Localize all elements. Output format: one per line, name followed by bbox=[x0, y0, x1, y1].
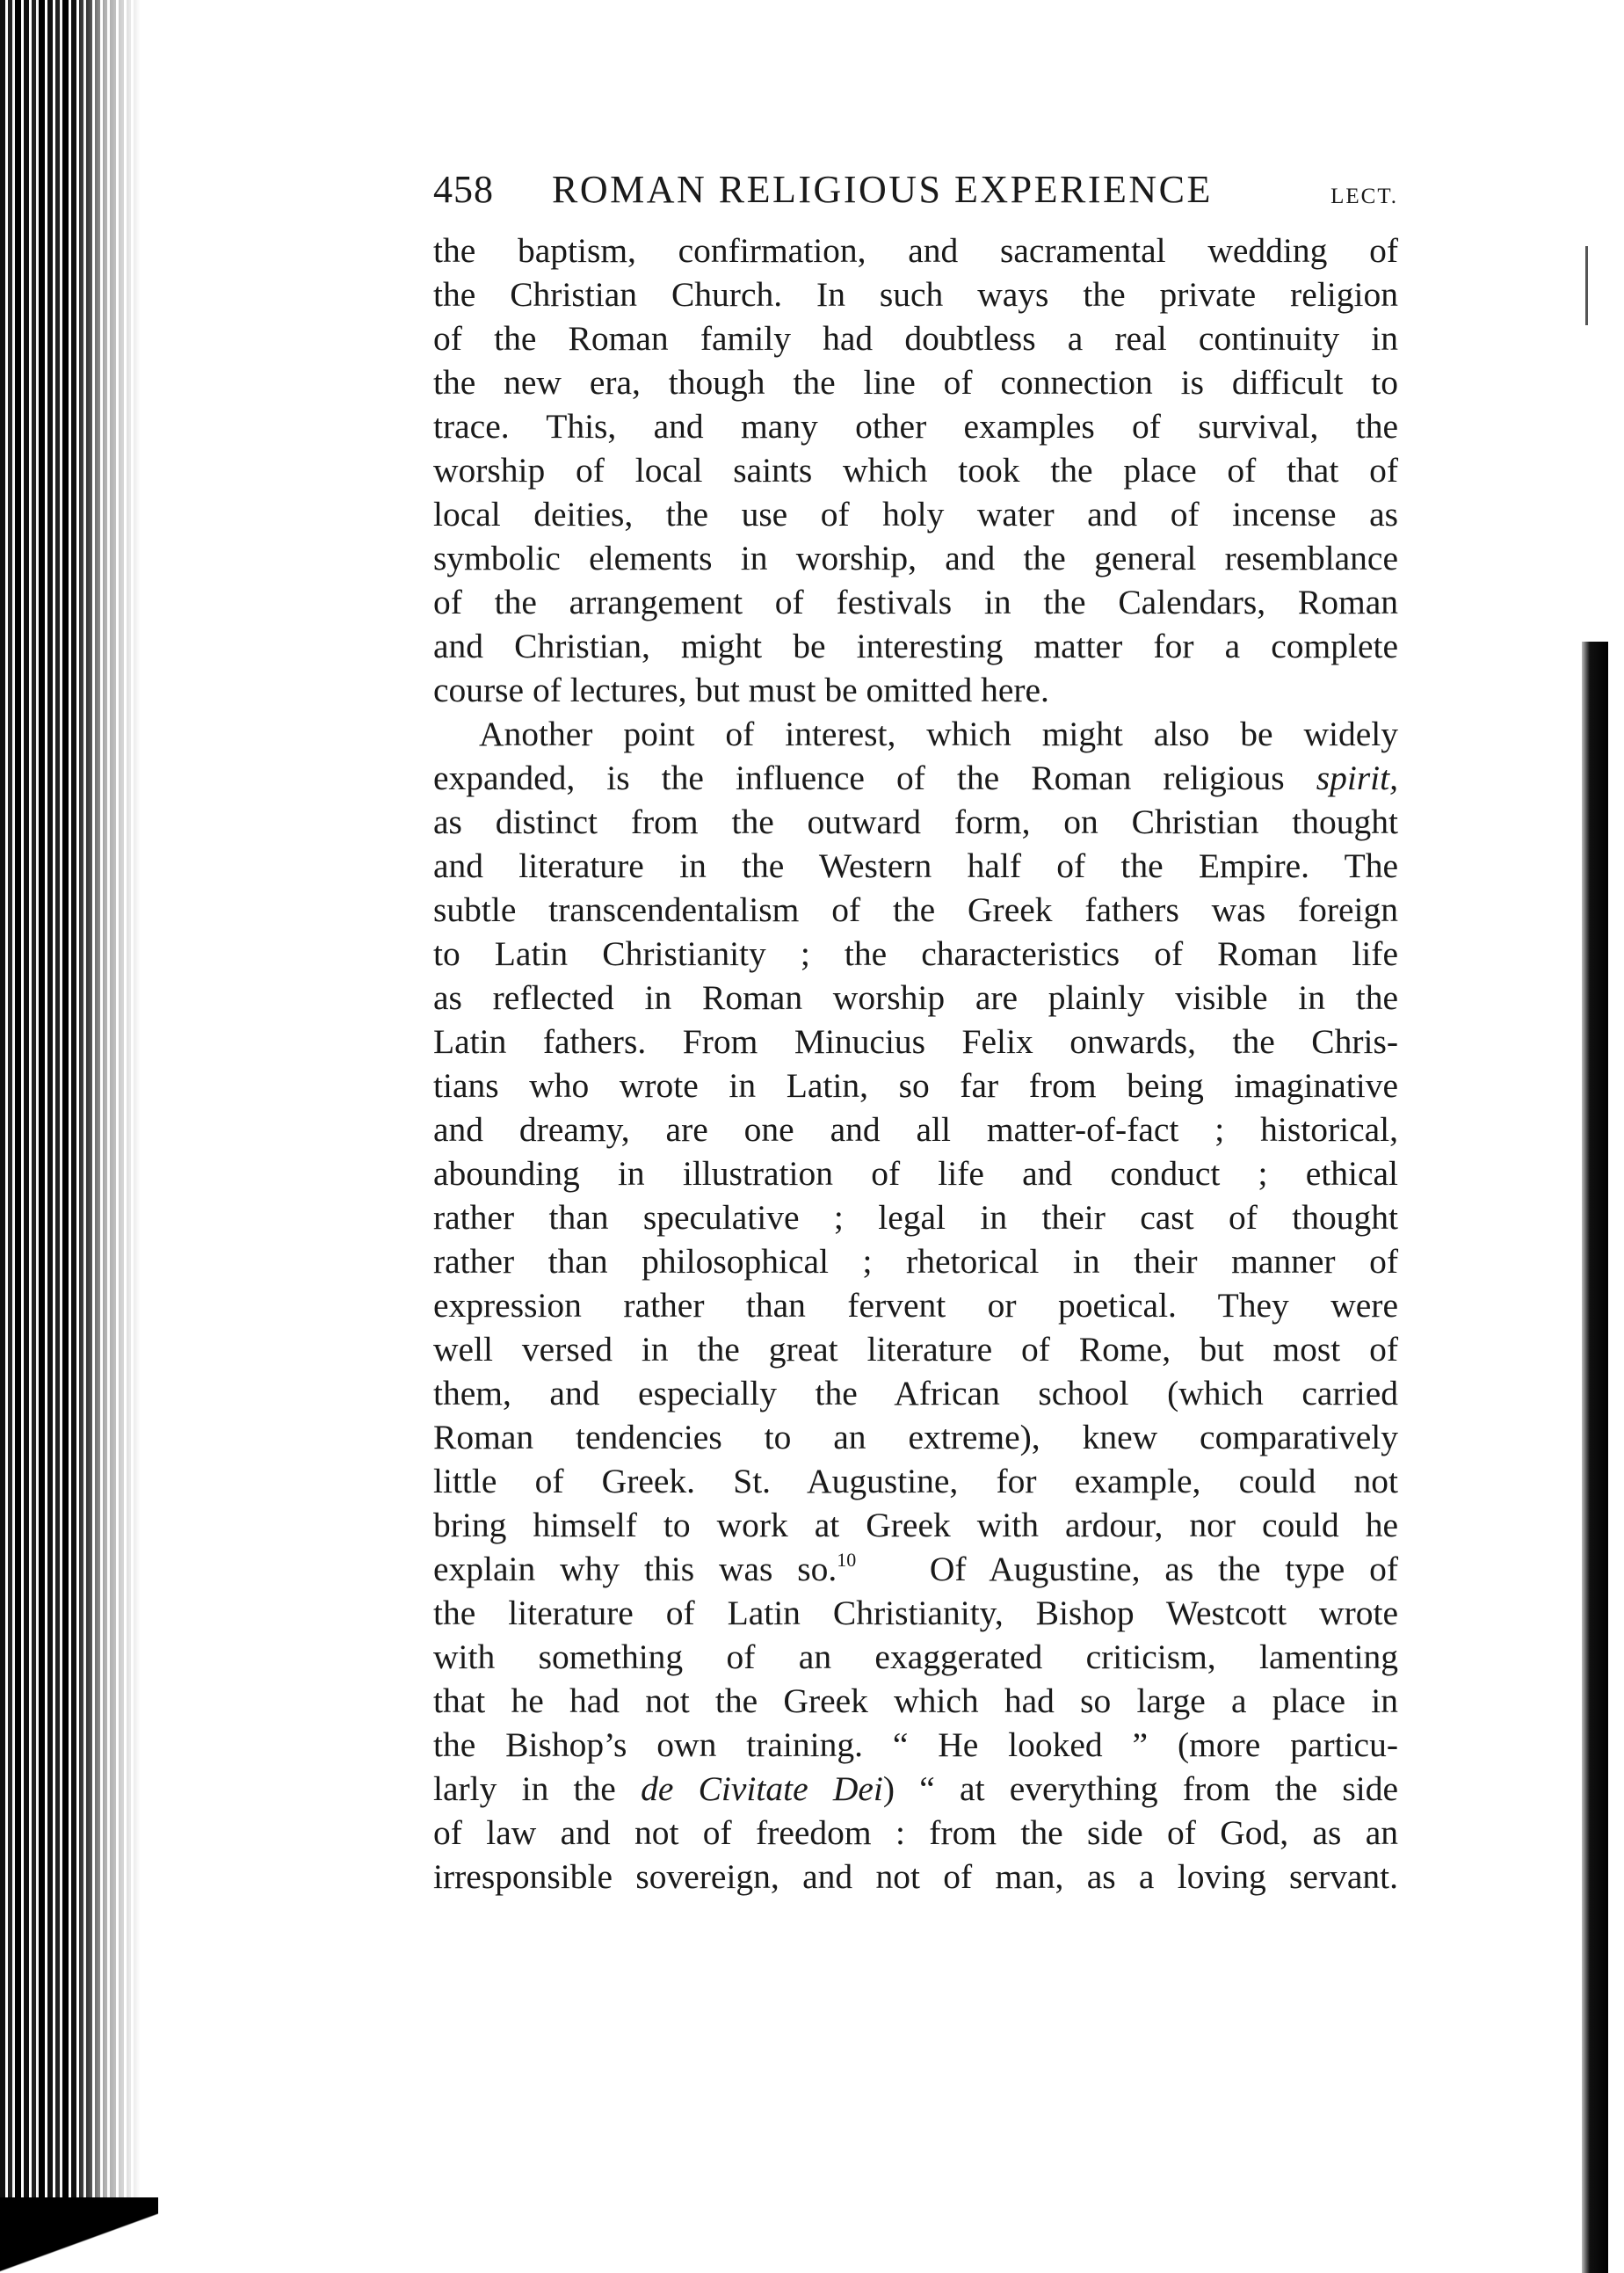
text-fragment: explain why this was so. bbox=[433, 1550, 837, 1588]
text-line: trace. This, and many other examples of survival, the bbox=[433, 407, 1398, 446]
paragraph-2 bbox=[433, 712, 1398, 1899]
text-line: rather than speculative ; legal in their cast of thought bbox=[433, 1198, 1398, 1237]
text-line-with-footnote bbox=[433, 1547, 1398, 1591]
text-line: irresponsible sovereign, and not of man, as a loving servant. bbox=[433, 1857, 1398, 1896]
text-line: as reflected in Roman worship are plainly visible in the bbox=[433, 978, 1398, 1017]
text-line: of the arrangement of festivals in the Calendars, Roman bbox=[433, 583, 1398, 621]
text-line: the baptism, confirmation, and sacramental wedding of bbox=[433, 231, 1398, 270]
book-page bbox=[433, 158, 1398, 1899]
text-line: Latin fathers. From Minucius Felix onwards, the Chris- bbox=[433, 1022, 1398, 1061]
text-line: and dreamy, are one and all matter-of-fact ; historical, bbox=[433, 1110, 1398, 1149]
text-line: symbolic elements in worship, and the general resemblance bbox=[433, 539, 1398, 577]
text-line: well versed in the great literature of Rome, but most of bbox=[433, 1330, 1398, 1369]
text-line: rather than philosophical ; rhetorical in their manner of bbox=[433, 1242, 1398, 1281]
text-line: little of Greek. St. Augustine, for example, could not bbox=[433, 1462, 1398, 1500]
text-line-with-italic bbox=[433, 756, 1398, 800]
text-line: that he had not the Greek which had so large a place in bbox=[433, 1681, 1398, 1720]
text-line: abounding in illustration of life and conduct ; ethical bbox=[433, 1154, 1398, 1193]
text-line: course of lectures, but must be omitted here. bbox=[433, 671, 1049, 709]
lecture-marker: LECT. bbox=[1330, 185, 1398, 208]
text-line: local deities, the use of holy water and of incense as bbox=[433, 495, 1398, 534]
text-line: to Latin Christianity ; the characteristics of Roman life bbox=[433, 934, 1398, 973]
paragraph-1 bbox=[433, 229, 1398, 712]
italic-word: spirit, bbox=[1316, 759, 1399, 797]
text-line: Another point of interest, which might also be widely bbox=[479, 715, 1398, 753]
binding-shadow bbox=[0, 2197, 158, 2273]
text-line: the new era, though the line of connection is difficult to bbox=[433, 363, 1398, 402]
text-fragment: Of Augustine, as the type of bbox=[929, 1550, 1398, 1588]
text-line: expression rather than fervent or poetical. They were bbox=[433, 1286, 1398, 1325]
text-line: and literature in the Western half of the Empire. The bbox=[433, 846, 1398, 885]
text-line: tians who wrote in Latin, so far from being imaginative bbox=[433, 1066, 1398, 1105]
right-edge-mark bbox=[1585, 246, 1588, 325]
text-fragment: larly in the bbox=[433, 1769, 616, 1808]
right-edge-shadow bbox=[1582, 642, 1608, 2273]
text-line: worship of local saints which took the place of that of bbox=[433, 451, 1398, 490]
text-line-with-italic: larly in the de Civitate Dei) “ at everything from the side bbox=[433, 1769, 1399, 1808]
text-line: as distinct from the outward form, on Christian thought bbox=[433, 802, 1398, 841]
text-line: the Bishop’s own training. “ He looked ” (more particu- bbox=[433, 1725, 1398, 1764]
text-line: with something of an exaggerated criticism, lamenting bbox=[433, 1638, 1398, 1676]
text-line: and Christian, might be interesting matter for a complete bbox=[433, 627, 1398, 665]
text-fragment: “ at everything from the side bbox=[919, 1769, 1399, 1808]
italic-title: de Civitate Dei bbox=[641, 1769, 883, 1808]
footnote-ref: 10 bbox=[837, 1549, 857, 1571]
text-fragment: expanded, is the influence of the Roman religious bbox=[433, 759, 1285, 797]
text-line: of the Roman family had doubtless a real continuity in bbox=[433, 319, 1398, 358]
running-head bbox=[433, 158, 1398, 229]
page-number: 458 bbox=[433, 168, 494, 211]
text-line: the literature of Latin Christianity, Bishop Westcott wrote bbox=[433, 1594, 1398, 1632]
binding-edge bbox=[0, 0, 141, 2273]
text-line: the Christian Church. In such ways the private religion bbox=[433, 275, 1398, 314]
running-title: ROMAN RELIGIOUS EXPERIENCE bbox=[552, 168, 1213, 211]
body-text bbox=[433, 229, 1398, 1899]
text-line: them, and especially the African school (which carried bbox=[433, 1374, 1398, 1412]
text-line: bring himself to work at Greek with ardour, nor could he bbox=[433, 1506, 1398, 1544]
text-line: of law and not of freedom : from the side of God, as an bbox=[433, 1813, 1398, 1852]
text-line: subtle transcendentalism of the Greek fathers was foreign bbox=[433, 890, 1398, 929]
text-line: Roman tendencies to an extreme), knew comparatively bbox=[433, 1418, 1398, 1456]
